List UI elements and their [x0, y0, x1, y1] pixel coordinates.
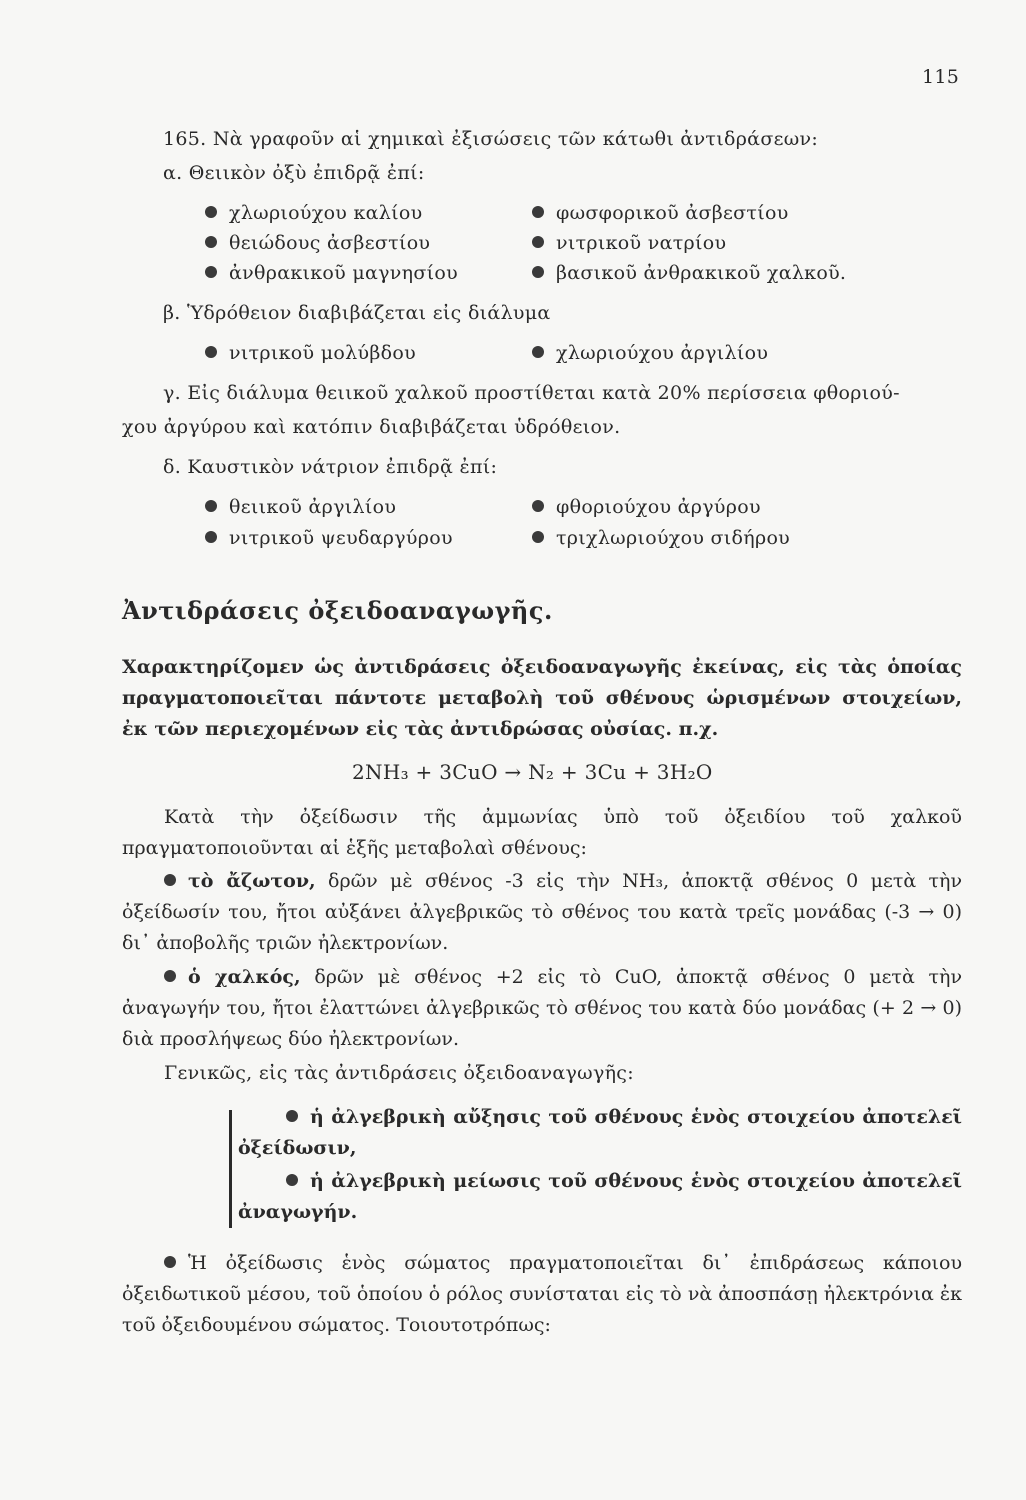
list-item: ἀνθρακικοῦ μαγνησίου: [205, 262, 458, 284]
part-d-intro: δ. Καυστικὸν νάτριον ἐπιδρᾷ ἐπί:: [163, 456, 498, 478]
part-c-line1: γ. Εἰς διάλυμα θειικοῦ χαλκοῦ προστίθεται κατὰ 20% περίσσεια φθοριού-: [163, 382, 900, 404]
oxidation-paragraph: [122, 1248, 962, 1341]
list-item: νιτρικοῦ νατρίου: [532, 232, 726, 254]
section-heading: Ἀντιδράσεις ὀξειδοαναγωγῆς.: [122, 596, 553, 625]
rule-box-bar: [229, 1110, 232, 1228]
copper-item: [122, 962, 962, 1055]
part-c-line2: χου ἀργύρου καὶ κατόπιν διαβιβάζεται ὑδρόθειον.: [122, 416, 621, 438]
part-a-intro: α. Θειικὸν ὀξὺ ἐπιδρᾷ ἐπί:: [163, 162, 425, 184]
list-item: βασικοῦ ἀνθρακικοῦ χαλκοῦ.: [532, 262, 846, 284]
list-item: νιτρικοῦ μολύβδου: [205, 342, 416, 364]
rule-reduction: [238, 1166, 962, 1228]
list-item: φωσφορικοῦ ἀσβεστίου: [532, 202, 789, 224]
list-item: τριχλωριούχου σιδήρου: [532, 527, 790, 549]
list-item: χλωριούχου ἀργιλίου: [532, 342, 768, 364]
bullet-icon: [164, 966, 188, 988]
list-item: χλωριούχου καλίου: [205, 202, 423, 224]
rule-reduction-text: ἡ ἀλγεβρικὴ μείωσις τοῦ σθένους ἑνὸς στοιχείου ἀποτελεῖ ἀναγωγήν.: [238, 1170, 962, 1223]
rule-oxidation: [238, 1102, 962, 1164]
rule-oxidation-text: ἡ ἀλγεβρικὴ αὔξησις τοῦ σθένους ἑνὸς στοιχείου ἀποτελεῖ ὀξείδωσιν,: [238, 1106, 962, 1159]
copper-label: ὁ χαλκός,: [188, 966, 301, 988]
definition-paragraph: Χαρακτηρίζομεν ὡς ἀντιδράσεις ὀξειδοαναγωγῆς ἐκείνας, εἰς τὰς ὁποίας πραγματοποιεῖται πάντοτε μεταβολὴ τοῦ σθένους ὡρισμένων στοιχείων, ἐκ τῶν περιεχομένων εἰς τὰς ἀντιδρώσας οὐσίας. π.χ.: [122, 656, 962, 740]
list-item: θειώδους ἀσβεστίου: [205, 232, 430, 254]
part-b-intro: β. Ὑδρόθειον διαβιβάζεται εἰς διάλυμα: [163, 302, 551, 324]
nitrogen-text: δρῶν μὲ σθένος -3 εἰς τὴν NH₃, ἀποκτᾷ σθένος 0 μετὰ τὴν ὀξείδωσίν του, ἤτοι αὐξάνει ἀλγεβρικῶς τὸ σθένος του κατὰ τρεῖς μονάδας (-3 → 0) δι᾽ ἀποβολῆς τριῶν ἠλεκτρονίων.: [122, 870, 962, 954]
oxidation-text: Ἡ ὀξείδωσις ἑνὸς σώματος πραγματοποιεῖται δι᾽ ἐπιδράσεως κάποιου ὀξειδωτικοῦ μέσου, τοῦ ὁποίου ὁ ρόλος συνίσταται εἰς τὸ νὰ ἀποσπάσῃ ἠλεκτρόνια ἐκ τοῦ ὀξειδουμένου σώματος. Τοιουτοτρόπως:: [122, 1252, 962, 1336]
bullet-icon: [164, 1252, 188, 1274]
bullet-icon: [286, 1106, 310, 1128]
list-item: φθοριούχου ἀργύρου: [532, 496, 761, 518]
nitrogen-label: τὸ ἄζωτον,: [188, 870, 316, 892]
equation: 2NH₃ + 3CuO → N₂ + 3Cu + 3H₂O: [352, 760, 713, 784]
exercise-title: 165. Νὰ γραφοῦν αἱ χημικαὶ ἐξισώσεις τῶν κάτωθι ἀντιδράσεων:: [163, 128, 819, 150]
copper-text: δρῶν μὲ σθένος +2 εἰς τὸ CuO, ἀποκτᾷ σθένος 0 μετὰ τὴν ἀναγωγήν του, ἤτοι ἐλαττώνει ἀλγεβρικῶς τὸ σθένος του κατὰ δύο μονάδας (+ 2 → 0) διὰ προσλήψεως δύο ἠλεκτρονίων.: [122, 966, 962, 1050]
explanation-paragraph: Κατὰ τὴν ὀξείδωσιν τῆς ἀμμωνίας ὑπὸ τοῦ ὀξειδίου τοῦ χαλκοῦ πραγματοποιοῦνται αἱ ἑξῆς μεταβολαὶ σθένους:: [122, 806, 962, 859]
list-item: νιτρικοῦ ψευδαργύρου: [205, 527, 453, 549]
bullet-icon: [286, 1170, 310, 1192]
page-number: 115: [922, 66, 960, 88]
bullet-icon: [164, 870, 188, 892]
list-item: θειικοῦ ἀργιλίου: [205, 496, 396, 518]
general-line: Γενικῶς, εἰς τὰς ἀντιδράσεις ὀξειδοαναγωγῆς:: [164, 1062, 634, 1084]
nitrogen-item: [122, 866, 962, 959]
